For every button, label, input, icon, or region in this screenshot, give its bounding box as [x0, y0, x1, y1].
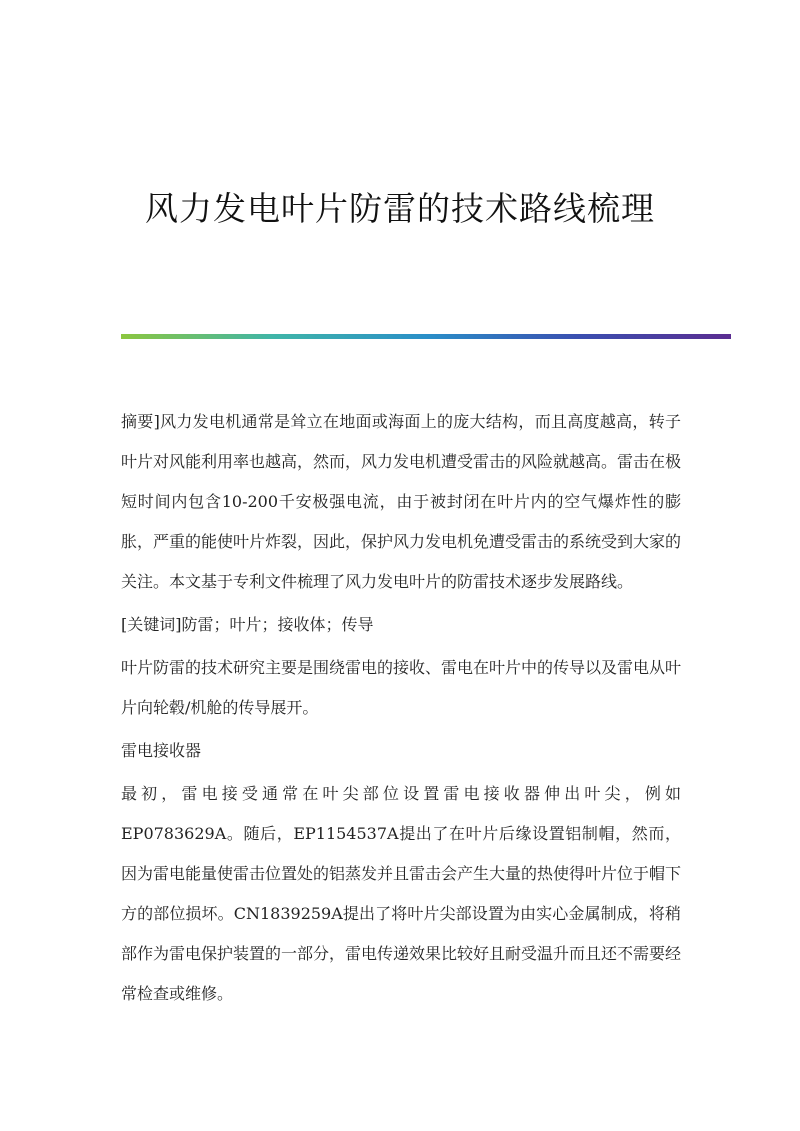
keywords-paragraph: [关键词]防雷；叶片；接收体；传导 — [121, 615, 374, 634]
receptor-paragraph: 最初，雷电接受通常在叶尖部位设置雷电接收器伸出叶尖，例如EP0783629A。随后，EP1154537A提出了在叶片后缘设置铝制帽，然而，因为雷电能量使雷击位置处的铝蒸发并且雷击会产生大量的热使得叶片位于帽下方的部位损坏。CN1839259A提出了将叶片尖部设置为由实心金属制成，将稍部作为雷电保护装置的一部分，雷电传递效果比较好且耐受温升而且还不需要经常检查或维修。 — [121, 784, 682, 1003]
intro-paragraph: 叶片防雷的技术研究主要是围绕雷电的接收、雷电在叶片中的传导以及雷电从叶片向轮毂/机舱的传导展开。 — [121, 658, 682, 717]
document-body — [121, 402, 681, 1014]
document-title: 风力发电叶片防雷的技术路线梳理 — [145, 189, 655, 228]
section-heading: 雷电接收器 — [121, 741, 202, 760]
abstract-paragraph: 摘要]风力发电机通常是耸立在地面或海面上的庞大结构，而且高度越高，转子叶片对风能利用率也越高，然而，风力发电机遭受雷击的风险就越高。雷击在极短时间内包含10-200千安极强电流，由于被封闭在叶片内的空气爆炸性的膨胀，严重的能使叶片炸裂，因此，保护风力发电机免遭受雷击的系统受到大家的关注。本文基于专利文件梳理了风力发电叶片的防雷技术逐步发展路线。 — [121, 412, 682, 591]
title-divider — [121, 334, 731, 339]
